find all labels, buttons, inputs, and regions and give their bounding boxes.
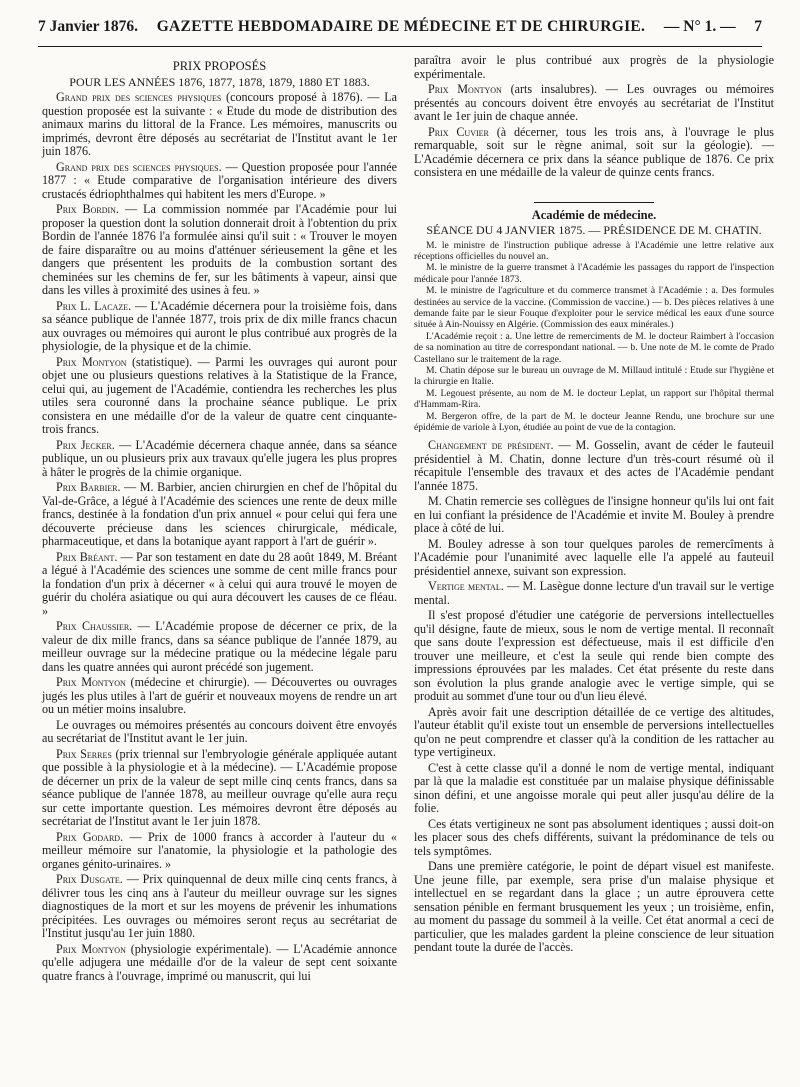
correspondence-item: M. Legouest présente, au nom de M. le docteur Leplat, un rapport sur l'hôpital thermal d'Hammam-Rira. <box>414 387 774 411</box>
paragraph-lead: Grand prix des sciences physiques <box>56 90 222 104</box>
right-column <box>414 54 774 957</box>
paragraph <box>42 91 397 159</box>
left-paragraphs <box>42 91 397 983</box>
correspondence-item: M. Chatin dépose sur le bureau un ouvrage de M. Millaud intitulé : Etude sur l'hygiène et la chirurgie en Italie. <box>414 364 774 388</box>
page-number: 7 <box>754 18 762 35</box>
paragraph-lead: Prix Dusgate. <box>56 872 123 886</box>
paragraph <box>414 439 774 493</box>
correspondence-item: M. le ministre de l'agriculture et du commerce transmet à l'Académie : a. Des formules destinées au service de la vaccine. (Commission de vaccine.) — b. Des pièces relatives à une demande faite par le sieur Fouque d'exploiter pour le service médical les eaux d'une source située à Ain-Nouissy en Algérie. (Commission des eaux minérales.) <box>414 285 774 331</box>
paragraph-lead: Prix Montyon <box>56 354 127 369</box>
paragraph <box>42 719 397 746</box>
paragraph <box>42 676 397 717</box>
paragraph <box>42 356 397 437</box>
paragraph <box>42 943 397 984</box>
paragraph <box>414 495 774 536</box>
paragraph-text: (prix triennal sur l'embryologie générale appliquée autant que possible à la physiologie et à la médecine). — L'Académie propose de décerner un prix de la valeur de sept mille cinq cents francs, dans sa séance publique de l'année 1878, au meilleur ouvrage qu'elle aura reçu sur cette importante question. Les mémoires devront être déposés au secrétariat de l'Institut avant le 1er juin 1878. <box>42 746 397 828</box>
correspondence-item: M. le ministre de la guerre transmet à l'Académie les passages du rapport de l'inspection médicale pour l'année 1873. <box>414 262 774 285</box>
paragraph-text: (arts insalubres). — Les ouvrages ou mémoires présentés au concours doivent être envoyés au secrétariat de l'Institut avant le 1er juin de chaque année. <box>414 82 774 123</box>
paragraph-text: — Question proposée pour l'année 1877 : « Etude comparative de l'organisation intérieure des divers crustacés édriophthalmes qui habitent les mers d'Europe. » <box>42 159 397 201</box>
paragraph-text: Après avoir fait une description détaillée de ce vertige des altitudes, l'auteur établit qu'il existe tout un ensemble de perversions intellectuelles qu'on ne peut comprendre et classer qu'à la condition de les rattacher au type vertigineux. <box>414 704 774 760</box>
paragraph-text: (concours proposé à 1876). — La question proposée est la suivante : « Etude du mode de distribution des animaux marins du littoral de la France. Les mémoires, manuscrits ou imprimés, devront être déposés au secrétariat de l'Institut avant le 1er juin 1876. <box>42 90 397 158</box>
paragraph-text: M. Bouley adresse à son tour quelques paroles de remercîments à l'Académie pour l'unanimité avec laquelle elle l'a appelé au fauteuil présidentiel annexe, suivant son expression. <box>414 536 774 578</box>
paragraph-text: — Prix quinquennal de deux mille cinq cents francs, à délivrer tous les cinq ans à l'auteur du meilleur ouvrage sur les signes diagnostiques de la mort et sur les moyens de prévenir les inhumations précipitées. Les ouvrages ou mémoires seront reçus au secrétariat de l'Institut jusqu'au 1er juin 1880. <box>42 872 398 940</box>
paragraph <box>414 609 774 704</box>
paragraph <box>42 481 397 549</box>
paragraph-lead: Prix Bordin. <box>56 202 119 216</box>
paragraph-text: — La commission nommée par l'Académie pour lui proposer la question dont la solution donnerait droit à l'obtention du prix Bordin de l'année 1876 l'a formulée ainsi qu'il suit : « Trouver le moyen de faire disparaître ou au moins d'atténuer sérieusement la gêne et les dangers que présentent les produits de la combustion sortant des cheminées sur les chemins de fer, sur les bâtiments à vapeur, ainsi que dans les villes à proximité des usines à feu. » <box>42 202 397 297</box>
paragraph-lead: Prix L. Lacaze. <box>56 298 132 313</box>
paragraph-text: — L'Académie décernera chaque année, dans sa séance publique, un ou plusieurs prix aux travaux qu'elle jugera les plus propres à hâter le progrès de la chimie organique. <box>42 437 397 479</box>
correspondence-item: M. le ministre de l'instruction publique adresse à l'Académie une lettre relative aux réceptions officielles du nouvel an. <box>414 239 774 262</box>
paragraph <box>42 300 397 354</box>
paragraph-lead: Prix Montyon <box>428 82 502 96</box>
paragraph <box>414 706 774 760</box>
right-body-paragraphs <box>414 439 774 955</box>
paragraph-text: — M. Lasègue donne lecture d'un travail sur le vertige mental. <box>414 579 774 607</box>
paragraph <box>414 762 774 816</box>
section-title: PRIX PROPOSÉS <box>172 59 267 73</box>
paragraph-lead: Prix Jecker. <box>56 437 115 452</box>
section-subtitle: POUR LES ANNÉES 1876, 1877, 1878, 1879, 1880 ET 1883. <box>69 74 370 89</box>
paragraph <box>42 161 397 202</box>
paragraph-text: (statistique). — Parmi les ouvrages qui auront pour objet une ou plusieurs questions relatives à la Statistique de la France, celui qui, au jugement de l'Académie, contiendra les recherches les plus utiles sera couronné dans la prochaine séance publique. Le prix consistera en une médaille d'or de la valeur de quatre cent cinquante-trois francs. <box>42 354 397 436</box>
paragraph-lead: Grand prix des sciences physiques. <box>56 159 222 174</box>
paragraph <box>414 860 774 955</box>
seance-heading: SÉANCE DU 4 JANVIER 1875. — PRÉSIDENCE DE M. CHATIN. <box>426 223 762 237</box>
right-top-paragraphs <box>414 54 774 180</box>
paragraph-text: (à décerner, tous les trois ans, à l'ouvrage le plus remarquable, soit sur le règne animal, soit sur la géologie). — L'Académie décernera ce prix dans la séance publique de 1876. Ce prix consistera en une médaille de la valeur de quinze cents francs. <box>414 124 774 179</box>
paragraph-lead: Prix Bréant. <box>56 549 118 564</box>
journal-title: GAZETTE HEBDOMADAIRE DE MÉDECINE ET DE CHIRURGIE. <box>156 18 646 35</box>
paragraph <box>42 748 397 829</box>
paragraph <box>414 580 774 607</box>
paragraph-lead: Prix Serres <box>56 746 112 761</box>
paragraph-lead: Prix Cuvier <box>428 124 489 139</box>
paragraph-text: paraîtra avoir le plus contribué aux progrès de la physiologie expérimentale. <box>414 53 774 81</box>
paragraph <box>414 54 774 81</box>
paragraph-text: C'est à cette classe qu'il a donné le nom de vertige mental, indiquant par là que la maladie est constituée par un malaise physique définissable sinon défini, et une angoisse morale qui peut aller jusqu'au délire de la folie. <box>414 760 774 816</box>
paragraph-text: — L'Académie décernera pour la troisième fois, dans sa séance publique de l'année 1877, trois prix de dix mille francs chacun aux ouvrages ou mémoires qui auront le plus contribué aux progrès de la physiologie, de la physique et de la chimie. <box>42 298 397 353</box>
paragraph-lead: Changement de président. <box>428 438 554 453</box>
paragraph <box>42 620 397 674</box>
academy-title: Académie de médecine. <box>531 207 657 222</box>
paragraph <box>42 551 397 619</box>
paragraph-lead: Prix Chaussier. <box>56 619 133 633</box>
correspondence-item: M. Bergeron offre, de la part de M. le docteur Jeanne Rendu, une brochure sur une épidémie de variole à Lyon, étudiée au point de vue de la contagion. <box>414 410 774 433</box>
page-header <box>38 8 762 47</box>
paragraph-text: — M. Barbier, ancien chirurgien en chef de l'hôpital du Val-de-Grâce, a légué à l'Académie des sciences une rente de deux mille francs, destinée à la fondation d'un prix annuel « pour celui qui fera une découverte précieuse dans les sciences chirurgicale, médicale, pharmaceutique, et dans la botanique ayant rapport à l'art de guérir ». <box>42 480 398 548</box>
paragraph-text: — Par son testament en date du 28 août 1849, M. Bréant a légué à l'Académie des sciences une somme de cent mille francs pour la fondation d'un prix à décerner « à celui qui aura trouvé le moyen de guérir du choléra asiatique ou qui aura découvert les causes de ce fléau. » <box>42 549 398 618</box>
paragraph <box>414 83 774 124</box>
paragraph-text: Ces états vertigineux ne sont pas absolument identiques ; aussi doit-on les placer sous des chefs différents, suivant la prédominance de tels ou tels symptômes. <box>414 816 774 858</box>
paragraph-text: Dans une première catégorie, le point de départ visuel est manifeste. Une jeune fille, par exemple, sera prise d'un malaise physique et intellectuel en se regardant dans la glace ; un autre éprouvera cette sensation pénible en fermant brusquement les yeux ; un troisième, enfin, au moment du passage du sommeil à la veille. Cet état anormal a ceci de particulier, que les malades gardent la pleine conscience de leur situation pendant toute la durée de l'accès. <box>414 859 774 955</box>
paragraph <box>414 538 774 579</box>
paragraph-text: — Prix de 1000 francs à accorder à l'auteur du « meilleur mémoire sur l'anatomie, la physiologie et la pathologie des organes génito-urinaires. » <box>42 829 397 871</box>
paragraph-text: Le ouvrages ou mémoires présentés au concours doivent être envoyés au secrétariat de l'Institut avant le 1er juin. <box>42 717 397 745</box>
paragraph <box>414 126 774 180</box>
paragraph <box>42 203 397 298</box>
paragraph-text: Il s'est proposé d'étudier une catégorie de perversions intellectuelles qu'il désigne, faute de mieux, sous le nom de vertige mental. Il reconnaît que sans doute l'expression est défectueuse, mais il est difficile d'en trouver une meilleure, et c'est la seule qui rende bien compte des impressions éprouvées par les malades. Cet état présente du reste dans son évolution la plus grande analogie avec le vertige simple, qui se produit au sommet d'une tour ou d'un lieu élevé. <box>414 608 774 704</box>
paragraph <box>42 439 397 480</box>
paragraph-text: — L'Académie propose de décerner ce prix, de la valeur de dix mille francs, dans sa séance publique de l'année 1879, au meilleur ouvrage sur la médecine pratique ou la médecine légale paru dans les quatre années qui auront précédé son jugement. <box>42 619 397 674</box>
paragraph <box>414 818 774 859</box>
left-column <box>42 60 397 985</box>
paragraph-lead: Vertige mental. <box>428 579 504 594</box>
correspondence-list <box>414 240 774 434</box>
paragraph-text: M. Chatin remercie ses collègues de l'insigne honneur qu'ils lui ont fait en lui confiant la présidence de l'Académie et invite M. Bouley à prendre place à côté de lui. <box>414 494 774 536</box>
paragraph-lead: Prix Montyon <box>56 941 126 956</box>
issue-number: — N° 1. — <box>663 18 736 35</box>
correspondence-item: L'Académie reçoit : a. Une lettre de remerciments de M. le docteur Raimbert à l'occasion de sa nomination au titre de correspondant national. — b. Une note de M. le comte de Prado Castellano sur le traitement de la rage. <box>414 330 774 365</box>
issue-date: 7 Janvier 1876. <box>38 18 139 35</box>
paragraph-lead: Prix Montyon <box>56 675 126 689</box>
paragraph-text: (physiologie expérimentale). — L'Académie annonce qu'elle adjugera une médaille d'or de la valeur de sept cent soixante quatre francs à l'ouvrage, imprimé ou manuscrit, qui lui <box>42 941 397 983</box>
paragraph-lead: Prix Godard. <box>56 829 124 844</box>
paragraph <box>42 831 397 872</box>
paragraph-text: — M. Gosselin, avant de céder le fauteuil présidentiel à M. Chatin, donne lecture d'un très-court résumé où il récapitule l'ensemble des travaux et des actes de l'Académie pendant l'année 1875. <box>414 438 775 493</box>
paragraph-text: (médecine et chirurgie). — Découvertes ou ouvrages jugés les plus utiles à l'art de guérir et nouveaux moyens de rendre un art ou un métier moins insalubre. <box>42 675 397 716</box>
section-divider <box>534 202 654 203</box>
paragraph-lead: Prix Barbier. <box>56 480 121 494</box>
paragraph <box>42 873 397 941</box>
